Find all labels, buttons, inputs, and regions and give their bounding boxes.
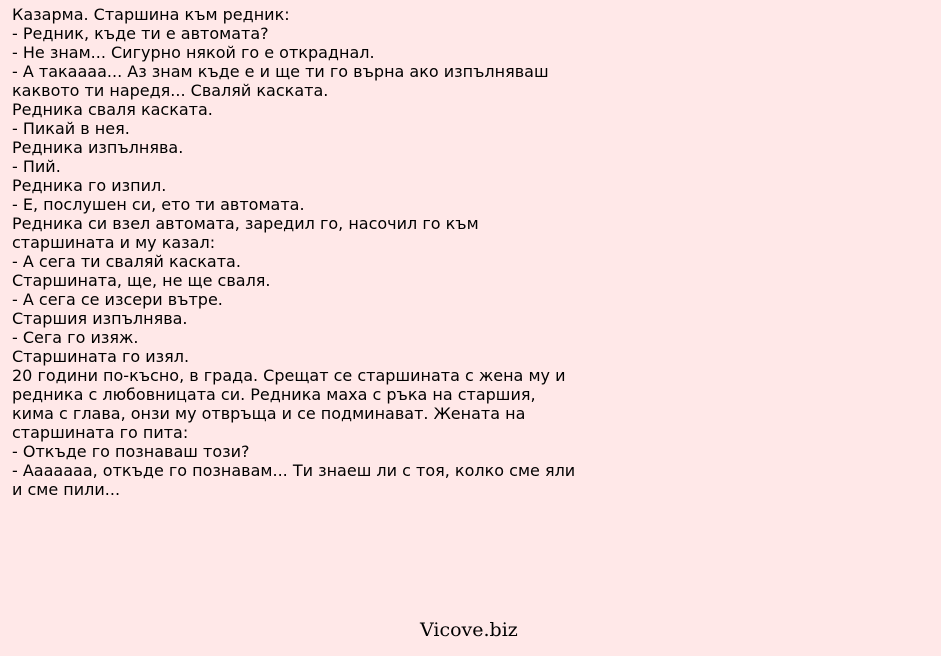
joke-line: - Откъде го познаваш този?	[12, 442, 250, 461]
joke-line: Редника си взел автомата, заредил го, насочил го към старшината и му казал:	[12, 214, 479, 252]
joke-line: Казарма. Старшина към редник:	[12, 5, 290, 24]
joke-text	[12, 5, 582, 499]
joke-line: Редника сваля каската.	[12, 100, 213, 119]
joke-line: - Сега го изяж.	[12, 328, 139, 347]
joke-line: - А такаааа... Аз знам къде е и ще ти го върна ако изпълняваш каквото ти наредя... Сваляй каската.	[12, 62, 549, 100]
joke-line: - Редник, къде ти е автомата?	[12, 24, 269, 43]
joke-line: - Ааааааа, откъде го познавам... Ти знаеш ли с тоя, колко сме яли и сме пили...	[12, 461, 576, 499]
joke-line: Старшината, ще, не ще сваля.	[12, 271, 271, 290]
joke-line: - Е, послушен си, ето ти автомата.	[12, 195, 305, 214]
joke-line: Редника го изпил.	[12, 176, 167, 195]
joke-line: - Пикай в нея.	[12, 119, 130, 138]
joke-line: 20 години по-късно, в града. Срещат се старшината с жена му и редника с любовницата си. Редника маха с ръка на старшия, кима с глава, онзи му отвръща и се подминават. Жената на старшината го пита:	[12, 366, 566, 442]
joke-line: Старшия изпълнява.	[12, 309, 188, 328]
joke-line: - А сега ти сваляй каската.	[12, 252, 241, 271]
joke-line: - Пий.	[12, 157, 61, 176]
joke-line: Редника изпълнява.	[12, 138, 184, 157]
joke-line: - А сега се изсери вътре.	[12, 290, 223, 309]
joke-line: Старшината го изял.	[12, 347, 190, 366]
joke-line: - Не знам... Сигурно някой го е откраднал.	[12, 43, 375, 62]
site-watermark: Vicove.biz	[420, 619, 518, 641]
